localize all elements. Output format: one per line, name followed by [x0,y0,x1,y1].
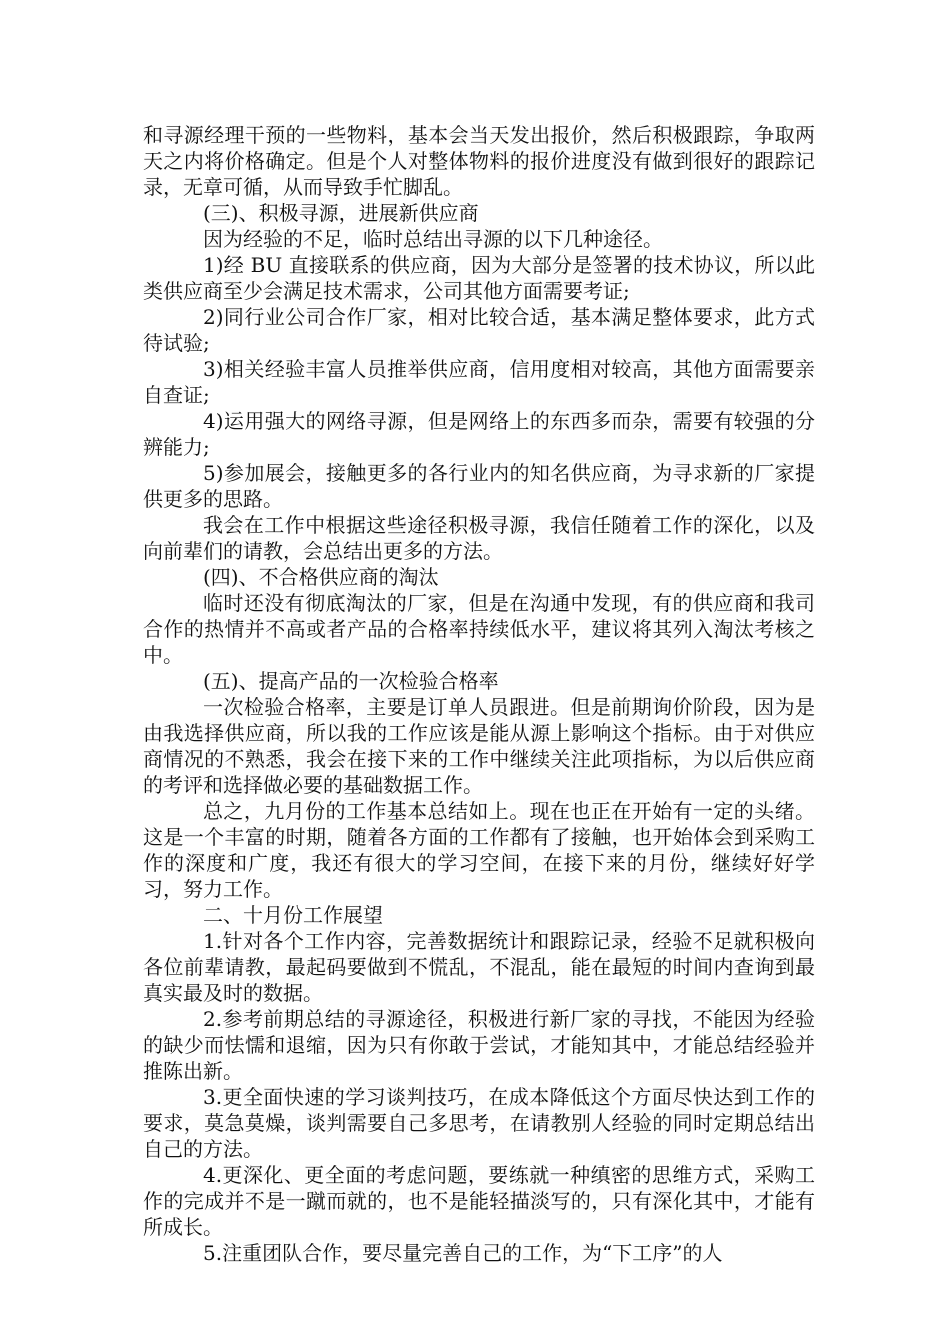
section-heading-outlook: 二、十月份工作展望 [203,903,383,927]
outlook-item-3: 3.更全面快速的学习谈判技巧，在成本降低这个方面尽快达到工作的要求，莫急莫燥，谈判需要自己多思考，在请教别人经验的同时定期总结出自己的方法。 [143,1085,815,1161]
outlook-item-5: 5.注重团队合作，要尽量完善自己的工作，为“下工序”的人 [203,1241,723,1265]
list-item-2: 2)同行业公司合作厂家，相对比较合适，基本满足整体要求，此方式待试验; [143,305,815,355]
section-heading-3: (三)、积极寻源，进展新供应商 [203,201,479,225]
list-item-5: 5)参加展会，接触更多的各行业内的知名供应商，为寻求新的厂家提供更多的思路。 [143,461,815,511]
paragraph-continuation: 和寻源经理干预的一些物料，基本会当天发出报价，然后积极跟踪，争取两天之内将价格确定。但是个人对整体物料的报价进度没有做到很好的跟踪记录，无章可循，从而导致手忙脚乱。 [143,123,815,199]
section-heading-4: (四)、不合格供应商的淘汰 [203,565,439,589]
outlook-item-1: 1.针对各个工作内容，完善数据统计和跟踪记录，经验不足就积极向各位前辈请教，最起码要做到不慌乱，不混乱，能在最短的时间内查询到最真实最及时的数据。 [143,929,815,1005]
paragraph-summary: 总之，九月份的工作基本总结如上。现在也正在开始有一定的头绪。这是一个丰富的时期，随着各方面的工作都有了接触，也开始体会到采购工作的深度和广度，我还有很大的学习空间，在接下来的月份，继续好好学习，努力工作。 [143,799,815,901]
list-item-3: 3)相关经验丰富人员推举供应商，信用度相对较高，其他方面需要亲自查证; [143,357,815,407]
document-page [143,122,815,1266]
paragraph: 一次检验合格率，主要是订单人员跟进。但是前期询价阶段，因为是由我选择供应商，所以我的工作应该是能从源上影响这个指标。由于对供应商情况的不熟悉，我会在接下来的工作中继续关注此项指标，为以后供应商的考评和选择做必要的基础数据工作。 [143,695,815,797]
list-item-4: 4)运用强大的网络寻源，但是网络上的东西多而杂，需要有较强的分辨能力; [143,409,815,459]
outlook-item-2: 2.参考前期总结的寻源途径，积极进行新厂家的寻找，不能因为经验的缺少而怯懦和退缩，因为只有你敢于尝试，才能知其中，才能总结经验并推陈出新。 [143,1007,815,1083]
paragraph: 我会在工作中根据这些途径积极寻源，我信任随着工作的深化，以及向前辈们的请教，会总结出更多的方法。 [143,513,815,563]
list-item-1: 1)经 BU 直接联系的供应商，因为大部分是签署的技术协议，所以此类供应商至少会满足技术需求，公司其他方面需要考证; [143,253,815,303]
outlook-item-4: 4.更深化、更全面的考虑问题，要练就一种缜密的思维方式，采购工作的完成并不是一蹴而就的，也不是能轻描淡写的，只有深化其中，才能有所成长。 [143,1163,815,1239]
section-heading-5: (五)、提高产品的一次检验合格率 [203,669,499,693]
paragraph: 因为经验的不足，临时总结出寻源的以下几种途径。 [203,227,663,251]
paragraph: 临时还没有彻底淘汰的厂家，但是在沟通中发现，有的供应商和我司合作的热情并不高或者产品的合格率持续低水平，建议将其列入淘汰考核之中。 [143,591,815,667]
